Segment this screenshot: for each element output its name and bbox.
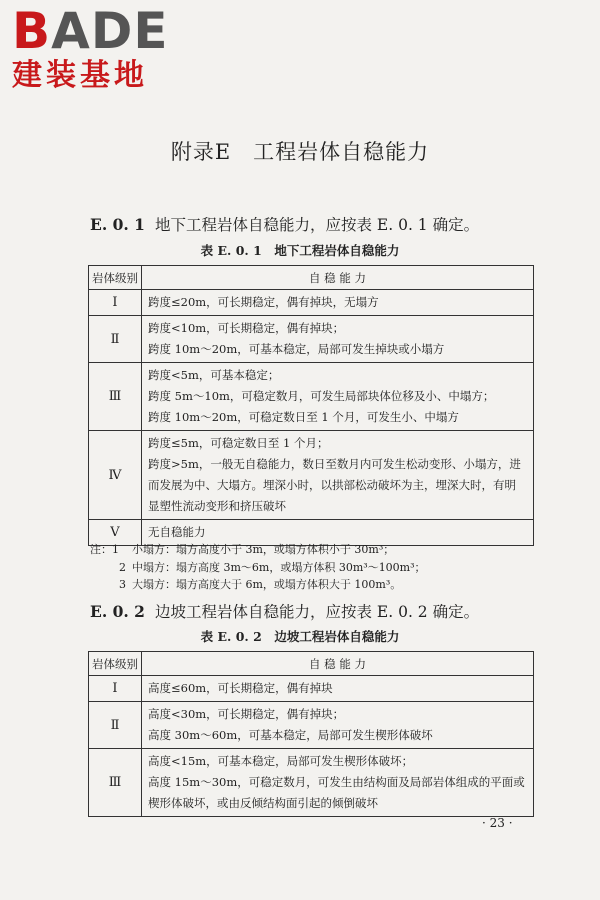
note-item: 注：1 小塌方：塌方高度小于 3m，或塌方体积小于 30m³； — [90, 543, 395, 556]
table-row — [89, 702, 534, 749]
table-row — [89, 363, 534, 431]
table-underground — [88, 265, 534, 546]
desc-cell: 高度≤60m，可长期稳定，偶有掉块 — [142, 676, 534, 702]
grade-cell: Ⅲ — [89, 749, 142, 817]
section-number: E. 0. 2 — [90, 602, 145, 621]
grade-cell: Ⅳ — [89, 431, 142, 520]
desc-cell: 无自稳能力 — [142, 520, 534, 546]
desc-cell: 高度<30m，可长期稳定，偶有掉块； 高度 30m～60m，可基本稳定，局部可发生楔形体破坏 — [142, 702, 534, 749]
desc-cell: 跨度<5m，可基本稳定； 跨度 5m～10m，可稳定数月，可发生局部块体位移及小、中塌方； 跨度 10m～20m，可稳定数日至 1 个月，可发生小、中塌方 — [142, 363, 534, 431]
header-grade: 岩体级别 — [89, 266, 142, 290]
logo-wordmark: BADE — [12, 2, 169, 60]
table-notes — [90, 541, 426, 594]
page-title: 附录E 工程岩体自稳能力 — [170, 140, 430, 164]
table-row — [89, 676, 534, 702]
section-number: E. 0. 1 — [90, 215, 145, 234]
table-slope — [88, 651, 534, 817]
grade-cell: Ⅴ — [89, 520, 142, 546]
grade-cell: Ⅱ — [89, 316, 142, 363]
grade-cell: Ⅱ — [89, 702, 142, 749]
table-caption: 表 E. 0. 1 地下工程岩体自稳能力 — [200, 243, 400, 258]
note-item: 3 大塌方：塌方高度大于 6m，或塌方体积大于 100m³。 — [119, 578, 402, 591]
logo-subtitle: 建装基地 — [12, 58, 148, 93]
table-header — [89, 266, 534, 290]
desc-cell: 高度<15m，可基本稳定，局部可发生楔形体破坏； 高度 15m～30m，可稳定数月，可发生由结构面及局部岩体组成的平面或楔形体破坏，或由反倾结构面引起的倾倒破坏 — [142, 749, 534, 817]
desc-cell: 跨度≤20m，可长期稳定，偶有掉块，无塌方 — [142, 290, 534, 316]
logo — [12, 2, 169, 93]
table-caption: 表 E. 0. 2 边坡工程岩体自稳能力 — [200, 629, 400, 644]
page-number: · 23 · — [482, 816, 513, 830]
header-desc: 自 稳 能 力 — [142, 266, 534, 290]
note-item: 2 中塌方：塌方高度 3m～6m，或塌方体积 30m³～100m³； — [119, 560, 426, 574]
desc-cell: 跨度<10m，可长期稳定，偶有掉块； 跨度 10m～20m，可基本稳定，局部可发生掉块或小塌方 — [142, 316, 534, 363]
table-row — [89, 290, 534, 316]
section-text: 边坡工程岩体自稳能力，应按表 E. 0. 2 确定。 — [154, 603, 480, 621]
section-text: 地下工程岩体自稳能力，应按表 E. 0. 1 确定。 — [154, 216, 480, 234]
table-row — [89, 316, 534, 363]
header-desc: 自 稳 能 力 — [142, 652, 534, 676]
table-header — [89, 652, 534, 676]
table-row — [89, 749, 534, 817]
header-grade: 岩体级别 — [89, 652, 142, 676]
grade-cell: Ⅰ — [89, 676, 142, 702]
section-e01 — [90, 213, 479, 235]
desc-cell: 跨度≤5m，可稳定数日至 1 个月； 跨度>5m，一般无自稳能力，数日至数月内可发生松动变形、小塌方，进而发展为中、大塌方。埋深小时，以拱部松动破坏为主，埋深大时，有明显塑性流动变形和挤压破坏 — [142, 431, 534, 520]
grade-cell: Ⅲ — [89, 363, 142, 431]
grade-cell: Ⅰ — [89, 290, 142, 316]
section-e02 — [90, 600, 479, 622]
table-row — [89, 431, 534, 520]
